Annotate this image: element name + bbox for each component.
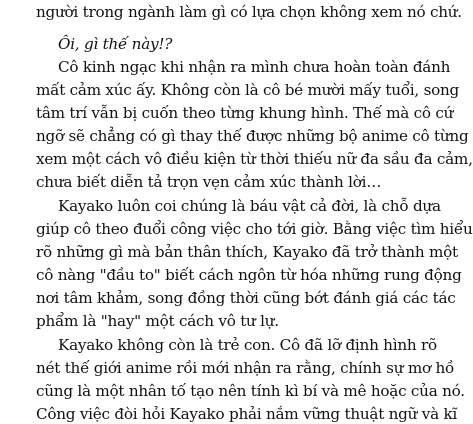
text-line: nét thế giới anime rồi mới nhận ra rằng, chính sự mơ hồ bbox=[36, 359, 455, 377]
text-line: mất cảm xúc ấy. Không còn là cô bé mười mấy tuổi, song bbox=[36, 81, 460, 99]
text-line: nơi tâm khảm, song đồng thời cũng bớt đánh giá các tác bbox=[36, 289, 456, 307]
text-line: ngỡ sẽ chẳng có gì thay thế được những bộ anime cô từng bbox=[36, 127, 469, 145]
text-line: phẩm là "hay" một cách vô tư lự. bbox=[36, 312, 279, 330]
text-line: tâm trí vẫn bị cuốn theo từng khung hình. Thế mà cô cứ bbox=[36, 104, 454, 122]
text-line: cũng là một nhân tố tạo nên tính kì bí và mê hoặc của nó. bbox=[36, 382, 465, 400]
text-line: Kayako không còn là trẻ con. Cô đã lỡ định hình rõ bbox=[58, 336, 437, 354]
text-line: Cô kinh ngạc khi nhận ra mình chưa hoàn toàn đánh bbox=[58, 58, 451, 76]
text-line: Công việc đòi hỏi Kayako phải nắm vững thuật ngữ và kĩ bbox=[36, 405, 458, 423]
text-line: cô nàng "đầu to" biết cách ngôn từ hóa những rung động bbox=[36, 266, 462, 284]
text-line: Ôi, gì thế này!? bbox=[58, 35, 173, 53]
text-line: xem một cách vô điều kiện từ thời thiếu nữ đa sầu đa cảm, bbox=[36, 150, 473, 168]
text-line: Kayako luôn coi chúng là báu vật cả đời, là chỗ dựa bbox=[58, 197, 441, 215]
text-line: rõ những gì mà bản thân thích, Kayako đã trở thành một bbox=[36, 243, 458, 261]
text-line: người trong ngành làm gì có lựa chọn không xem nó chứ. bbox=[36, 3, 462, 21]
text-line: giúp cô theo đuổi công việc cho tới giờ. Bằng việc tìm hiểu bbox=[36, 220, 473, 238]
text-line: chưa biết diễn tả trọn vẹn cảm xúc thành lời… bbox=[36, 173, 382, 191]
